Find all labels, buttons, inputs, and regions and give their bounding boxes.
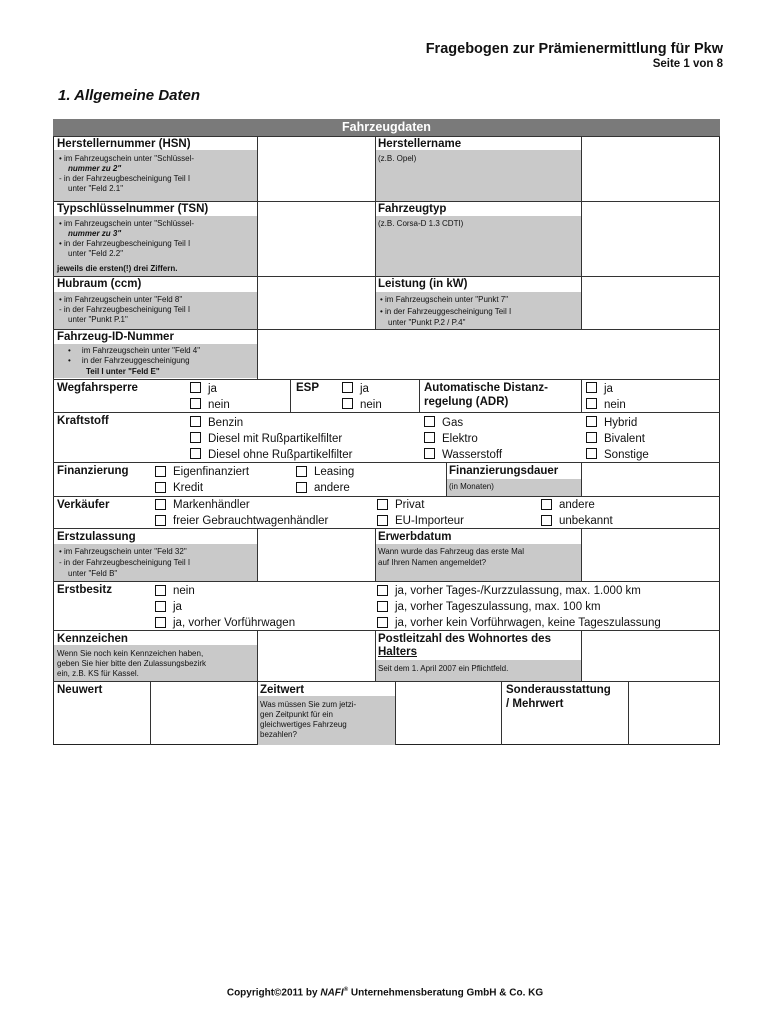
kraftstoff-sonstige-label: Sonstige xyxy=(604,449,649,461)
esp-label: ESP xyxy=(296,382,320,394)
verkaeufer-unbekannt-checkbox[interactable] xyxy=(541,515,552,526)
sonderausstattung-label-2: / Mehrwert xyxy=(506,698,564,710)
brand-name: NAFI xyxy=(320,987,344,999)
erstzulassung-hint-2: - in der Fahrzeugbescheinigung Teil I xyxy=(59,558,191,567)
tsn-label: Typschlüsselnummer (TSN) xyxy=(57,203,209,215)
page-number: Seite 1 von 8 xyxy=(652,58,723,70)
plz-label-1: Postleitzahl des Wohnortes des xyxy=(378,633,551,645)
erstbesitz-ja-label: ja xyxy=(173,601,182,613)
kraftstoff-elektro-label: Elektro xyxy=(442,433,478,445)
plz-label-2: Halters xyxy=(378,646,417,658)
finanzierung-leasing-checkbox[interactable] xyxy=(296,466,307,477)
neuwert-label: Neuwert xyxy=(57,684,103,696)
hsn-hint-3: - in der Fahrzeugbescheinigung Teil I xyxy=(59,174,191,183)
copyright-text: Copyright©2011 by xyxy=(226,987,321,999)
wegfahrsperre-ja-checkbox[interactable] xyxy=(190,382,201,393)
erstbesitz-nein-label: nein xyxy=(173,585,195,597)
finanzierung-eigen-checkbox[interactable] xyxy=(155,466,166,477)
hubraum-label: Hubraum (ccm) xyxy=(57,278,142,290)
hubraum-hint-3: unter "Punkt P.1" xyxy=(68,315,128,324)
kraftstoff-wasserstoff-checkbox[interactable] xyxy=(424,448,435,459)
fin-hint-1: • im Fahrzeugschein unter "Feld 4" xyxy=(68,346,201,355)
tsn-hint-2: nummer zu 3" xyxy=(68,229,122,238)
sonderausstattung-label-1: Sonderausstattung xyxy=(506,684,611,696)
wegfahrsperre-ja-label: ja xyxy=(208,383,217,395)
plz-hint: Seit dem 1. April 2007 ein Pflichtfeld. xyxy=(378,664,509,673)
kraftstoff-diesel-mit-label: Diesel mit Rußpartikelfilter xyxy=(208,433,343,445)
hsn-hint-4: unter "Feld 2.1" xyxy=(68,184,124,193)
zeitwert-hint-1: Was müssen Sie zum jetzi- xyxy=(260,700,357,709)
kennzeichen-hint-2: geben Sie hier bitte den Zulassungsbezirk xyxy=(57,659,206,668)
verkaeufer-eu-label: EU-Importeur xyxy=(395,515,465,527)
wegfahrsperre-nein-label: nein xyxy=(208,399,230,411)
hsn-input[interactable] xyxy=(258,137,374,200)
adr-ja-checkbox[interactable] xyxy=(586,382,597,393)
erstbesitz-tageszulassung-checkbox[interactable] xyxy=(377,601,388,612)
kennzeichen-label: Kennzeichen xyxy=(57,633,128,645)
wegfahrsperre-label: Wegfahrsperre xyxy=(57,382,138,394)
kraftstoff-wasserstoff-label: Wasserstoff xyxy=(442,449,503,461)
finanzierungsdauer-hint: (in Monaten) xyxy=(449,482,494,491)
adr-label-1: Automatische Distanz- xyxy=(424,382,548,394)
kraftstoff-bivalent-label: Bivalent xyxy=(604,433,645,445)
tsn-hint-4: unter "Feld 2.2" xyxy=(68,249,124,258)
hubraum-input[interactable] xyxy=(258,277,374,328)
fin-input[interactable] xyxy=(258,330,719,378)
esp-ja-label: ja xyxy=(360,383,369,395)
verkaeufer-gebraucht-checkbox[interactable] xyxy=(155,515,166,526)
fin-label: Fahrzeug-ID-Nummer xyxy=(57,331,174,343)
erwerbdatum-hint-2: auf Ihren Namen angemeldet? xyxy=(378,558,487,567)
fin-hint-3: Teil I unter "Feld E" xyxy=(86,367,160,376)
esp-nein-checkbox[interactable] xyxy=(342,398,353,409)
leistung-label: Leistung (in kW) xyxy=(378,278,468,290)
kraftstoff-hybrid-checkbox[interactable] xyxy=(586,416,597,427)
kraftstoff-hybrid-label: Hybrid xyxy=(604,417,638,429)
verkaeufer-markenhaendler-label: Markenhändler xyxy=(173,499,250,511)
erstzulassung-input[interactable] xyxy=(258,529,374,580)
wegfahrsperre-nein-checkbox[interactable] xyxy=(190,398,201,409)
table-title: Fahrzeugdaten xyxy=(53,119,720,136)
leistung-hint-3: unter "Punkt P.2 / P.4" xyxy=(388,318,466,327)
kraftstoff-elektro-checkbox[interactable] xyxy=(424,432,435,443)
kraftstoff-gas-label: Gas xyxy=(442,417,464,429)
hsn-hint-2: nummer zu 2" xyxy=(68,164,122,173)
verkaeufer-privat-checkbox[interactable] xyxy=(377,499,388,510)
hsn-hint-1: • im Fahrzeugschein unter "Schlüssel- xyxy=(59,154,195,163)
esp-ja-checkbox[interactable] xyxy=(342,382,353,393)
kraftstoff-diesel-ohne-checkbox[interactable] xyxy=(190,448,201,459)
neuwert-input[interactable] xyxy=(151,682,256,744)
kraftstoff-benzin-label: Benzin xyxy=(208,417,244,429)
erstzulassung-label: Erstzulassung xyxy=(57,531,136,543)
erstbesitz-tageszulassung-label: ja, vorher Tageszulassung, max. 100 km xyxy=(395,601,601,613)
erstzulassung-hint-3: unter "Feld B" xyxy=(68,569,118,578)
tsn-input[interactable] xyxy=(258,202,374,275)
kennzeichen-hint-3: ein, z.B. KS für Kassel. xyxy=(57,669,139,678)
sonderausstattung-input[interactable] xyxy=(629,682,719,744)
finanzierungsdauer-input[interactable] xyxy=(582,463,719,495)
erstbesitz-kurzzulassung-label: ja, vorher Tages-/Kurzzulassung, max. 1.000 km xyxy=(395,585,641,597)
erstbesitz-vorfuehr-checkbox[interactable] xyxy=(155,617,166,628)
plz-input[interactable] xyxy=(582,631,719,680)
adr-nein-checkbox[interactable] xyxy=(586,398,597,409)
tsn-hint-5: jeweils die ersten(!) drei Ziffern. xyxy=(57,264,178,273)
zeitwert-hint-3: gleichwertiges Fahrzeug xyxy=(260,720,347,729)
hubraum-hint-2: - in der Fahrzeugbescheinigung Teil I xyxy=(59,305,191,314)
verkaeufer-unbekannt-label: unbekannt xyxy=(559,515,613,527)
erstbesitz-keine-label: ja, vorher kein Vorführwagen, keine Tageszulassung xyxy=(395,617,661,629)
kraftstoff-gas-checkbox[interactable] xyxy=(424,416,435,427)
kraftstoff-benzin-checkbox[interactable] xyxy=(190,416,201,427)
erwerbdatum-input[interactable] xyxy=(582,529,719,580)
erstbesitz-label: Erstbesitz xyxy=(57,584,112,596)
erstzulassung-hint-1: • im Fahrzeugschein unter "Feld 32" xyxy=(59,547,187,556)
verkaeufer-label: Verkäufer xyxy=(57,499,110,511)
herstellername-hint: (z.B. Opel) xyxy=(378,154,417,163)
kennzeichen-hint-1: Wenn Sie noch kein Kennzeichen haben, xyxy=(57,649,204,658)
herstellername-input[interactable] xyxy=(582,137,719,200)
erstbesitz-nein-checkbox[interactable] xyxy=(155,585,166,596)
verkaeufer-markenhaendler-checkbox[interactable] xyxy=(155,499,166,510)
kraftstoff-diesel-ohne-label: Diesel ohne Rußpartikelfilter xyxy=(208,449,353,461)
company-name: Unternehmensberatung GmbH & Co. KG xyxy=(348,987,544,999)
zeitwert-hint-4: bezahlen? xyxy=(260,730,297,739)
tsn-hint-3: • in der Fahrzeugbescheinigung Teil I xyxy=(59,239,191,248)
leistung-hint-2: • in der Fahrzeuggescheinigung Teil I xyxy=(380,307,512,316)
finanzierung-kredit-checkbox[interactable] xyxy=(155,482,166,493)
kraftstoff-sonstige-checkbox[interactable] xyxy=(586,448,597,459)
zeitwert-hint-2: gen Zeitpunkt für ein xyxy=(260,710,333,719)
finanzierung-kredit-label: Kredit xyxy=(173,482,204,494)
erwerbdatum-hint-1: Wann wurde das Fahrzeug das erste Mal xyxy=(378,547,524,556)
erstbesitz-vorfuehr-label: ja, vorher Vorführwagen xyxy=(173,617,296,629)
zeitwert-input[interactable] xyxy=(396,682,500,744)
fahrzeugtyp-hint: (z.B. Corsa-D 1.3 CDTI) xyxy=(378,219,464,228)
verkaeufer-andere-checkbox[interactable] xyxy=(541,499,552,510)
adr-ja-label: ja xyxy=(604,383,613,395)
kraftstoff-label: Kraftstoff xyxy=(57,415,109,427)
tsn-hint-1: • im Fahrzeugschein unter "Schlüssel- xyxy=(59,219,195,228)
adr-nein-label: nein xyxy=(604,399,626,411)
verkaeufer-eu-checkbox[interactable] xyxy=(377,515,388,526)
finanzierung-label: Finanzierung xyxy=(57,465,129,477)
verkaeufer-privat-label: Privat xyxy=(395,499,425,511)
fahrzeugtyp-label: Fahrzeugtyp xyxy=(378,203,447,215)
erstbesitz-ja-checkbox[interactable] xyxy=(155,601,166,612)
copyright-footer xyxy=(0,987,770,998)
esp-nein-label: nein xyxy=(360,399,382,411)
section-title: 1. Allgemeine Daten xyxy=(58,87,200,104)
verkaeufer-gebraucht-label: freier Gebrauchtwagenhändler xyxy=(173,515,329,527)
zeitwert-label: Zeitwert xyxy=(260,684,305,696)
herstellername-label: Herstellername xyxy=(378,138,462,150)
leistung-hint-1: • im Fahrzeugschein unter "Punkt 7" xyxy=(380,295,509,304)
finanzierung-andere-label: andere xyxy=(314,482,350,494)
fahrzeugtyp-input[interactable] xyxy=(582,202,719,275)
finanzierung-andere-checkbox[interactable] xyxy=(296,482,307,493)
erwerbdatum-label: Erwerbdatum xyxy=(378,531,452,543)
finanzierungsdauer-label: Finanzierungsdauer xyxy=(449,465,559,477)
erstbesitz-kurzzulassung-checkbox[interactable] xyxy=(377,585,388,596)
finanzierung-eigen-label: Eigenfinanziert xyxy=(173,466,250,478)
kraftstoff-diesel-mit-checkbox[interactable] xyxy=(190,432,201,443)
registered-mark: ® xyxy=(343,987,349,993)
hubraum-hint-1: • im Fahrzeugschein unter "Feld 8" xyxy=(59,295,183,304)
document-title: Fragebogen zur Prämienermittlung für Pkw xyxy=(425,41,723,57)
adr-label-2: regelung (ADR) xyxy=(424,396,509,408)
kennzeichen-input[interactable] xyxy=(258,631,374,680)
verkaeufer-andere-label: andere xyxy=(559,499,595,511)
leistung-input[interactable] xyxy=(582,277,719,328)
hsn-label: Herstellernummer (HSN) xyxy=(57,138,191,150)
finanzierung-leasing-label: Leasing xyxy=(314,466,355,478)
fin-hint-2: • in der Fahrzeuggescheinigung xyxy=(68,356,190,365)
kraftstoff-bivalent-checkbox[interactable] xyxy=(586,432,597,443)
erstbesitz-keine-checkbox[interactable] xyxy=(377,617,388,628)
